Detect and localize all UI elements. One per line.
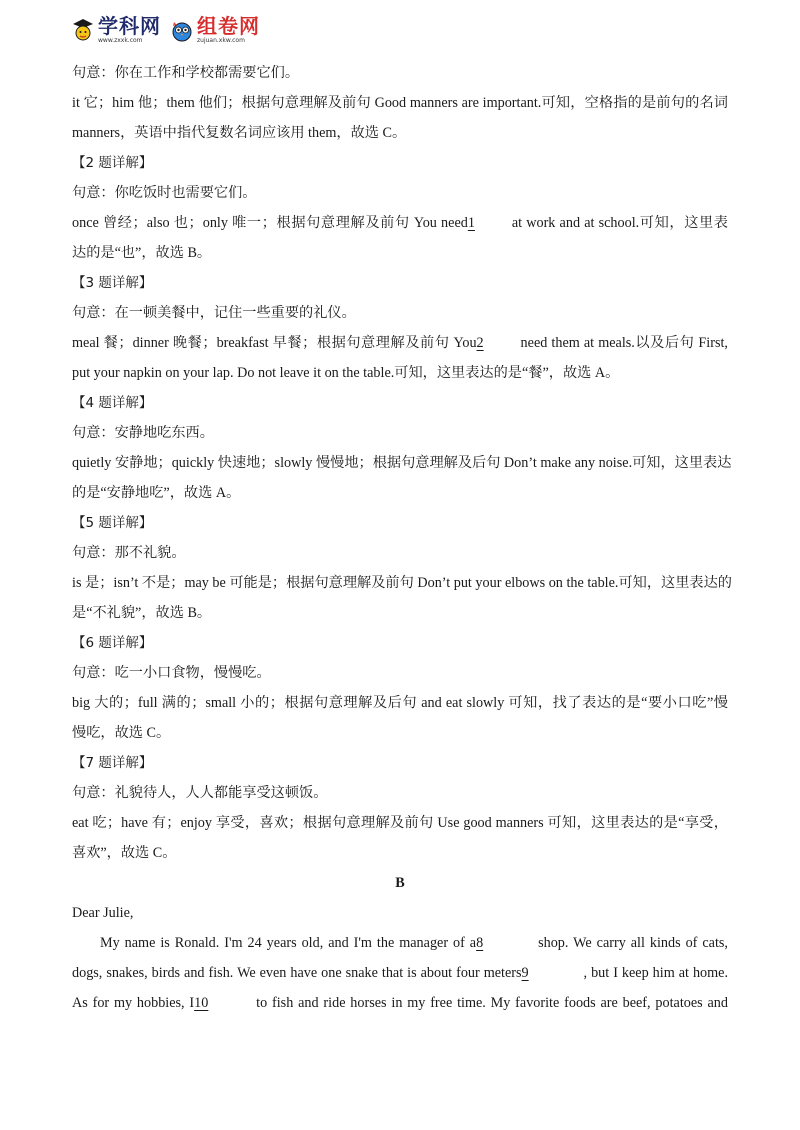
section-heading: 【4 题详解】 <box>72 395 153 411</box>
text-line: 达的是“也”，故选 B。 <box>72 245 212 261</box>
page-header <box>72 10 260 50</box>
text-segment: shop. We carry all kinds of cats, <box>538 935 728 951</box>
answer-blank: 9 <box>521 965 529 981</box>
text-segment: My name is Ronald. I'm 24 years old, and I'm the manager of a <box>100 935 477 951</box>
text-segment: As for my hobbies, I <box>72 995 195 1011</box>
section-heading: 【5 题详解】 <box>72 515 153 531</box>
passage-line <box>72 928 728 958</box>
text-segment: once 曾经；also 也；only 唯一；根据句意理解及前句 You need <box>72 215 468 231</box>
text-line <box>72 328 728 358</box>
text-line: quietly 安静地；quickly 快速地；slowly 慢慢地；根据句意理解及后句 Don’t make any noise.可知，这里表达 <box>72 455 732 471</box>
section-heading: 【2 题详解】 <box>72 155 153 171</box>
letter-salutation: Dear Julie, <box>72 905 134 921</box>
zxxk-logo-text: 学科网 <box>98 14 161 38</box>
answer-blank: 2 <box>476 335 484 351</box>
section-heading: 【6 题详解】 <box>72 635 153 651</box>
document-body <box>72 58 732 1018</box>
text-line: big 大的；full 满的；small 小的；根据句意理解及后句 and eat slowly 可知，找了表达的是“要小口吃”慢 <box>72 695 728 711</box>
answer-blank: 1 <box>467 215 475 231</box>
text-line: eat 吃；have 有；enjoy 享受，喜欢；根据句意理解及前句 Use good manners 可知，这里表达的是“享受， <box>72 815 728 831</box>
text-line <box>72 208 728 238</box>
text-segment: need them at meals.以及后句 First, <box>520 335 728 351</box>
text-line: 句意：你吃饭时也需要它们。 <box>72 185 257 201</box>
text-line: 句意：礼貌待人，人人都能享受这顿饭。 <box>72 785 328 801</box>
text-line: 句意：你在工作和学校都需要它们。 <box>72 65 300 81</box>
text-line: it 它；him 他；them 他们；根据句意理解及前句 Good manners are important.可知，空格指的是前句的名词 <box>72 95 728 111</box>
zujuan-logo <box>171 16 260 44</box>
passage-heading: B <box>395 875 405 891</box>
text-line: 句意：吃一小口食物，慢慢吃。 <box>72 665 271 681</box>
text-line: manners，英语中指代复数名词应该用 them，故选 C。 <box>72 125 407 141</box>
text-segment: meal 餐；dinner 晚餐；breakfast 早餐；根据句意理解及前句 You <box>72 335 477 351</box>
text-segment: , but I keep him at home. <box>583 965 729 981</box>
graduate-mascot-icon <box>72 18 94 42</box>
passage-line <box>72 958 728 988</box>
text-line: 慢吃，故选 C。 <box>72 725 171 741</box>
text-line: 句意：在一顿美餐中，记住一些重要的礼仪。 <box>72 305 356 321</box>
text-line: 喜欢”，故选 C。 <box>72 845 177 861</box>
zujuan-logo-text: 组卷网 <box>197 14 260 38</box>
text-segment: at work and at school.可知，这里表 <box>511 215 728 231</box>
text-segment: dogs, snakes, birds and fish. We even have one snake that is about four meters <box>72 965 522 981</box>
text-line: 的是“安静地吃”，故选 A。 <box>72 485 241 501</box>
text-line: is 是；isn’t 不是；may be 可能是；根据句意理解及前句 Don’t put your elbows on the table.可知，这里表达的 <box>72 575 732 591</box>
passage-line <box>72 988 728 1018</box>
answer-blank: 8 <box>476 935 484 951</box>
zujuan-logo-url: zujuan.xkw.com <box>197 37 245 44</box>
text-line: 句意：那不礼貌。 <box>72 545 186 561</box>
zxxk-logo <box>72 16 161 44</box>
text-segment: to fish and ride horses in my free time. My favorite foods are beef, potatoes and <box>256 995 728 1011</box>
answer-blank: 10 <box>194 995 209 1011</box>
text-line: 句意：安静地吃东西。 <box>72 425 214 441</box>
text-line: put your napkin on your lap. Do not leave it on the table.可知，这里表达的是“餐”，故选 A。 <box>72 365 620 381</box>
zxxk-logo-url: www.zxxk.com <box>98 37 143 44</box>
owl-mascot-icon <box>171 18 193 42</box>
section-heading: 【7 题详解】 <box>72 755 153 771</box>
section-heading: 【3 题详解】 <box>72 275 153 291</box>
text-line: 是“不礼貌”，故选 B。 <box>72 605 212 621</box>
